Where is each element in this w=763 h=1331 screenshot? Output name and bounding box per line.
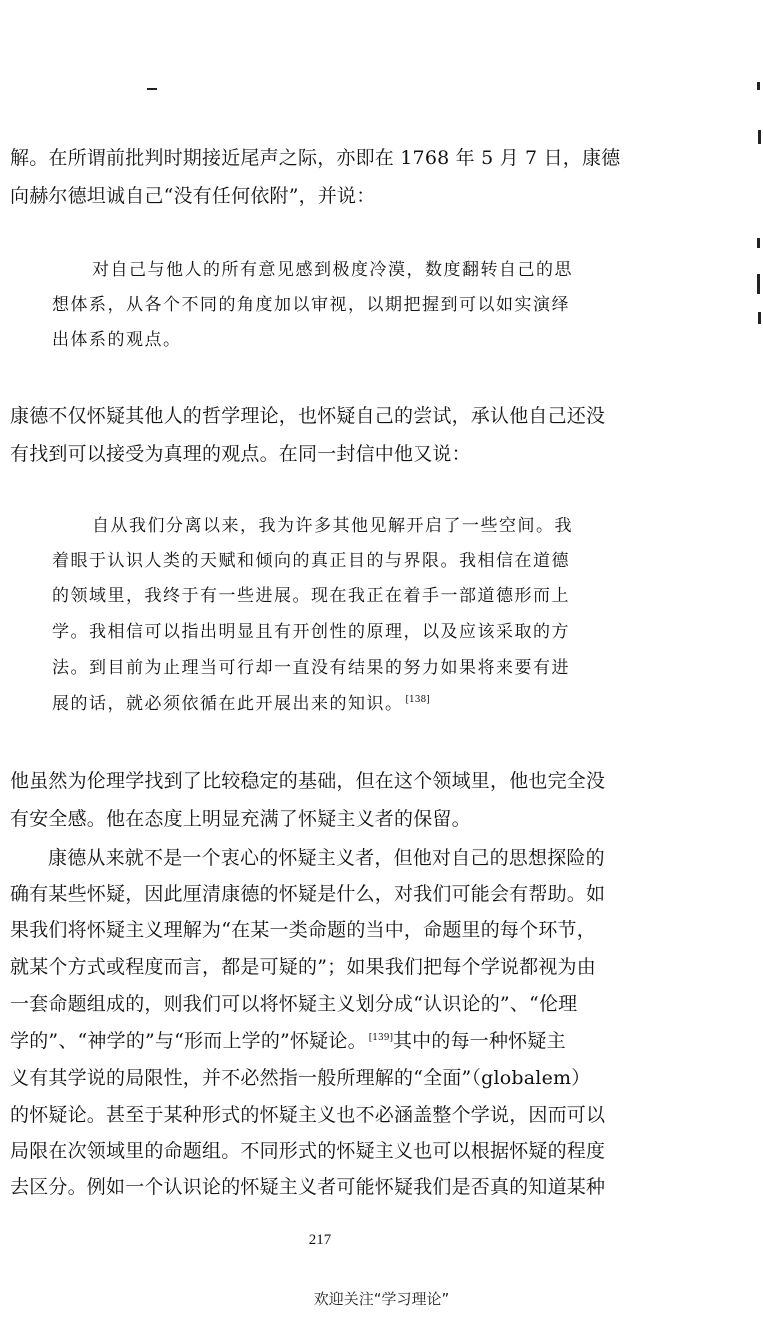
page-number: 217 (308, 1232, 332, 1248)
footer-note: 欢迎关注“学习理论” (313, 1290, 450, 1308)
body-text-line: 向赫尔德坦诚自己“没有任何依附”，并说： (10, 185, 376, 207)
body-text-line: 有安全感。他在态度上明显充满了怀疑主义者的保留。 (10, 808, 471, 830)
body-text-line: 有找到可以接受为真理的观点。在同一封信中他又说： (10, 443, 471, 465)
body-text-line: 康德从来就不是一个衷心的怀疑主义者，但他对自己的思想探险的 (48, 847, 605, 869)
body-text-line: 局限在次领域里的命题组。不同形式的怀疑主义也可以根据怀疑的程度 (10, 1140, 606, 1162)
footnote-reference: [139] (368, 1032, 393, 1043)
body-text-line: 他虽然为伦理学找到了比较稳定的基础，但在这个领域里，他也完全没 (10, 770, 606, 792)
block-quote-line: 自从我们分离以来，我为许多其他见解开启了一些空间。我 (92, 516, 573, 536)
body-text-line (10, 1028, 635, 1054)
block-quote-line (52, 692, 637, 716)
quote-text: 展的话，就必须依循在此开展出来的知识。 (52, 694, 404, 714)
scan-edge-mark (757, 274, 760, 294)
block-quote-line: 对自己与他人的所有意见感到极度冷漠，数度翻转自己的思 (92, 260, 573, 280)
block-quote-line: 学。我相信可以指出明显且有开创性的原理，以及应该采取的方 (52, 622, 570, 642)
body-text: 学的”、“神学的”与“形而上学的”怀疑论。 (10, 1030, 367, 1052)
body-text-line: 去区分。例如一个认识论的怀疑主义者可能怀疑我们是否真的知道某种 (10, 1176, 606, 1198)
scan-edge-mark (758, 130, 761, 144)
body-text-line: 就某个方式或程度而言，都是可疑的”；如果我们把每个学说都视为由 (10, 956, 596, 978)
scan-edge-mark (758, 312, 761, 324)
block-quote-line: 想体系，从各个不同的角度加以审视，以期把握到可以如实演绎 (52, 295, 570, 315)
scan-edge-mark (757, 82, 760, 90)
body-text: 其中的每一种怀疑主 (392, 1030, 566, 1052)
body-text-line: 康德不仅怀疑其他人的哲学理论，也怀疑自己的尝试，承认他自己还没 (10, 405, 606, 427)
body-text-line: 一套命题组成的，则我们可以将怀疑主义划分成“认识论的”、“伦理 (10, 993, 578, 1015)
block-quote-line: 出体系的观点。 (52, 330, 182, 350)
scan-mark (147, 88, 157, 90)
body-text-line: 确有某些怀疑，因此厘清康德的怀疑是什么，对我们可能会有帮助。如 (10, 883, 606, 905)
body-text-line: 义有其学说的局限性，并不必然指一般所理解的“全面”（globalem） (10, 1067, 591, 1089)
body-text-line: 的怀疑论。甚至于某种形式的怀疑主义也不必涵盖整个学说，因而可以 (10, 1104, 606, 1126)
scan-edge-mark (757, 238, 760, 248)
body-text-line: 果我们将怀疑主义理解为“在某一类命题的当中，命题里的每个环节， (10, 919, 596, 941)
body-text-line: 解。在所谓前批判时期接近尾声之际，亦即在 1768 年 5 月 7 日，康德 (10, 147, 621, 169)
block-quote-line: 的领域里，我终于有一些进展。现在我正在着手一部道德形而上 (52, 586, 570, 606)
footnote-reference: [138] (405, 695, 430, 706)
block-quote-line: 法。到目前为止理当可行却一直没有结果的努力如果将来要有进 (52, 658, 570, 678)
block-quote-line: 着眼于认识人类的天赋和倾向的真正目的与界限。我相信在道德 (52, 551, 570, 571)
